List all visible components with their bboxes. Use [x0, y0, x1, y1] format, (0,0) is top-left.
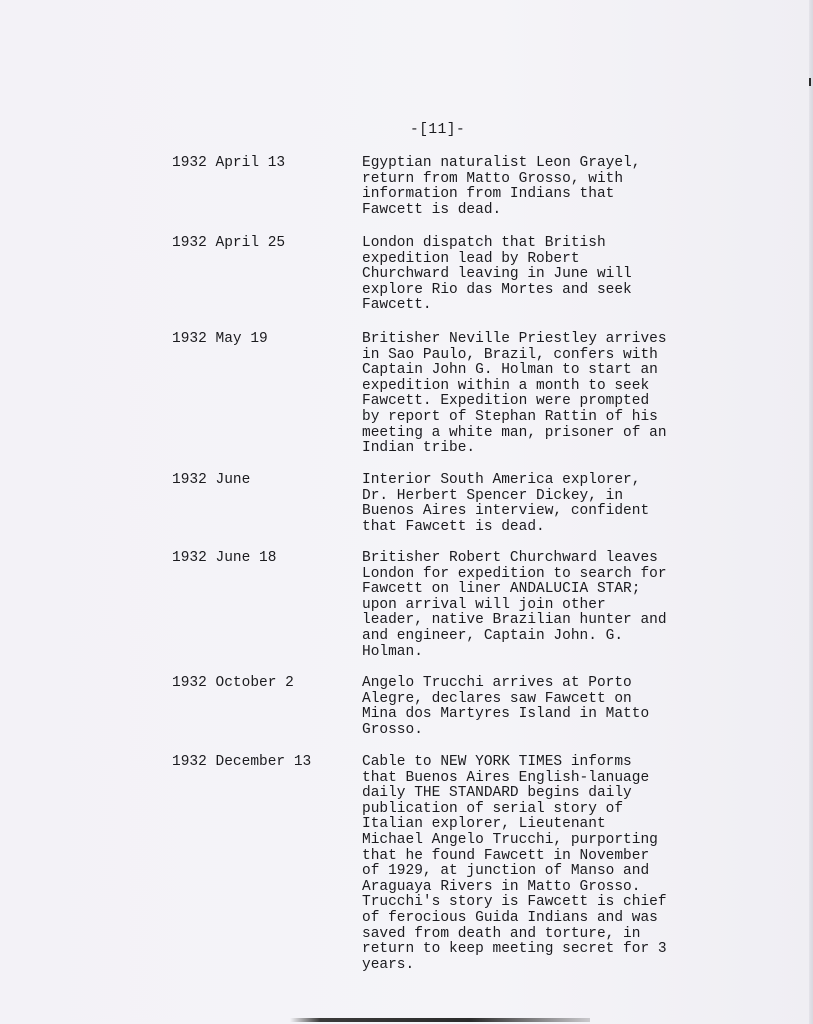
scan-bottom-mark [290, 1018, 590, 1022]
edge-mark [809, 78, 811, 86]
entry-date: 1932 May 19 [172, 331, 268, 347]
entry-date: 1932 December 13 [172, 754, 312, 770]
page-edge [809, 0, 813, 1024]
entry-text: Cable to NEW YORK TIMES informs that Buenos Aires English-lanuage daily THE STANDARD begins daily publication of serial story of Italian explorer, Lieutenant Michael Angelo Trucchi, purporting that he found Fawcett in November of 1929, at junction of Manso and Araguaya Rivers in Matto Grosso. Trucchi's story is Fawcett is chief of ferocious Guida Indians and was saved from death and torture, in return to keep meeting secret for 3 years. [362, 754, 667, 973]
page-number: -[11]- [410, 122, 466, 138]
entry-text: London dispatch that British expedition lead by Robert Churchward leaving in June will explore Rio das Mortes and seek Fawcett. [362, 235, 632, 314]
entry-text: Angelo Trucchi arrives at Porto Alegre, declares saw Fawcett on Mina dos Martyres Island in Matto Grosso. [362, 675, 650, 738]
entry-date: 1932 June [172, 472, 251, 488]
entry-date: 1932 October 2 [172, 675, 294, 691]
entry-text: Britisher Robert Churchward leaves London for expedition to search for Fawcett on liner ANDALUCIA STAR; upon arrival will join other leader, native Brazilian hunter and and engineer, Captain John. G. Holman. [362, 550, 667, 660]
entry-date: 1932 April 13 [172, 155, 286, 171]
entry-text: Egyptian naturalist Leon Grayel, return from Matto Grosso, with information from Indians that Fawcett is dead. [362, 155, 641, 218]
entry-text: Interior South America explorer, Dr. Herbert Spencer Dickey, in Buenos Aires interview, confident that Fawcett is dead. [362, 472, 650, 535]
entry-text: Britisher Neville Priestley arrives in Sao Paulo, Brazil, confers with Captain John G. Holman to start an expedition within a month to seek Fawcett. Expedition were prompted by report of Stephan Rattin of his meeting a white man, prisoner of an Indian tribe. [362, 331, 667, 457]
entry-date: 1932 April 25 [172, 235, 286, 251]
entry-date: 1932 June 18 [172, 550, 277, 566]
